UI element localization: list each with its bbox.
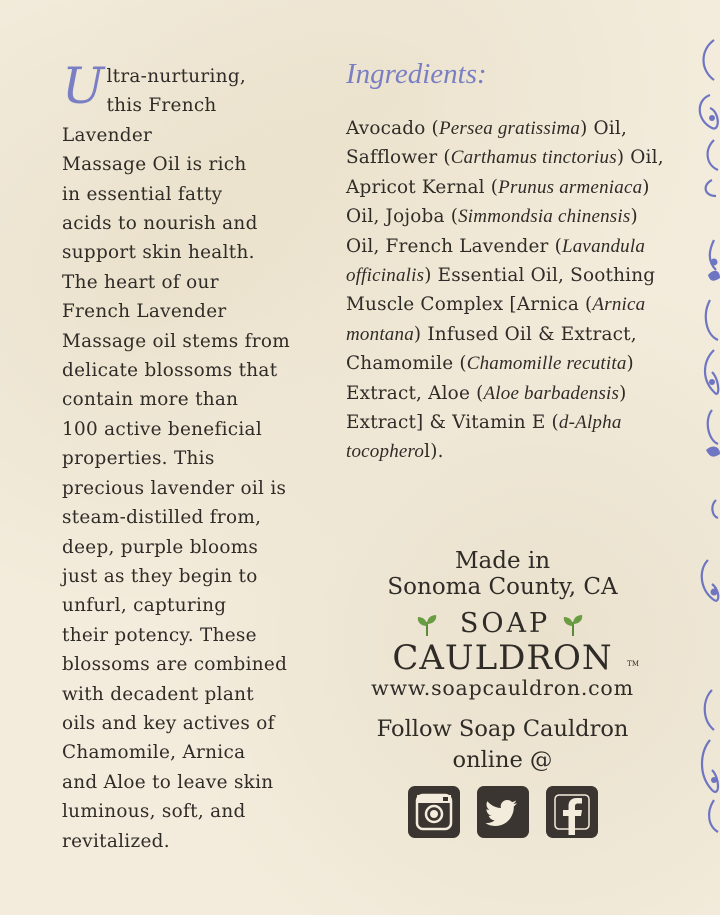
description-line: revitalized. [62, 830, 170, 852]
description-text [62, 57, 312, 856]
description-line: Chamomile, Arnica [62, 742, 246, 764]
description-line: Massage oil stems from [62, 330, 290, 352]
logo-word-cauldron: CAULDRON [392, 638, 613, 678]
description-line: delicate blossoms that [62, 360, 278, 382]
description-line: this French Lavender [62, 95, 217, 146]
floral-border-decoration [684, 0, 720, 915]
description-line: precious lavender oil is [62, 477, 287, 499]
botanical-name: Persea gratissima [438, 118, 581, 139]
description-line: contain more than [62, 389, 239, 411]
botanical-name: d-Alpha tocophero [346, 412, 622, 463]
ingredient-text: ) Essential Oil, Soothing Muscle Complex [Arnica ( [346, 265, 656, 316]
description-line: steam-distilled from, [62, 507, 262, 529]
botanical-name: Carthamus tinctorius [450, 147, 617, 169]
ingredient-text: ) Extract] & Vitamin E ( [346, 382, 627, 434]
description-line: in essential fatty [62, 183, 223, 205]
description-line: 100 active beneficial [62, 418, 263, 440]
made-in-line: Made in [454, 548, 551, 574]
product-description [62, 57, 312, 856]
ingredients-heading: Ingredients: [346, 58, 487, 90]
botanical-name: Chamomille recutita [466, 353, 627, 375]
twitter-icon[interactable] [477, 786, 529, 838]
location-line: Sonoma County, CA [387, 574, 618, 600]
description-line: acids to nourish and [62, 213, 258, 235]
soap-cauldron-logo [370, 608, 639, 678]
instagram-icon[interactable] [408, 786, 460, 838]
description-line: unfurl, capturing [62, 595, 227, 617]
ingredients-list [346, 114, 664, 467]
website-link[interactable]: www.soapcauldron.com [371, 676, 634, 700]
ingredient-text: Avocado ( [346, 118, 439, 139]
follow-line: Follow Soap Cauldron [376, 716, 629, 742]
drop-cap-letter: U [62, 57, 105, 115]
description-line: properties. This [62, 448, 215, 470]
ingredient-text: ) Oil, French Lavender ( [346, 206, 638, 257]
facebook-icon[interactable] [546, 786, 598, 838]
ingredient-text: ) Oil, Apricot Kernal ( [346, 147, 664, 198]
trademark-symbol: TM [627, 660, 639, 668]
ingredient-text: ) Oil, Safflower ( [346, 118, 628, 169]
ingredient-text: ) Oil, Jojoba ( [346, 176, 650, 228]
botanical-name: Simmondsia chinensis [458, 206, 631, 228]
ingredient-text: ) Infused Oil & Extract, Chamomile ( [346, 323, 637, 375]
description-line: and Aloe to leave skin [62, 771, 274, 793]
ingredient-text: ) Extract, Aloe ( [346, 353, 634, 404]
description-line: their potency. These [62, 624, 257, 646]
description-line: support skin health. [62, 242, 255, 264]
description-line: deep, purple blooms [62, 536, 259, 558]
logo-word-soap: SOAP [459, 608, 551, 639]
botanical-name: Aloe barbadensis [483, 382, 620, 404]
description-line: with decadent plant [62, 683, 254, 705]
description-line: The heart of our [62, 271, 219, 293]
online-line: online @ [452, 747, 553, 773]
botanical-name: Prunus armeniaca [498, 176, 643, 198]
description-line: Massage Oil is rich [62, 154, 247, 176]
ingredient-text: l). [424, 441, 444, 463]
botanical-name: Arnica montana [346, 294, 646, 345]
description-line: luminous, soft, and [62, 801, 246, 823]
leaf-sprig-icon [560, 612, 586, 638]
origin-statement [345, 548, 660, 600]
description-line: ltra-nurturing, [106, 66, 247, 87]
description-line: just as they begin to [62, 565, 258, 587]
social-links [408, 786, 598, 838]
description-line: oils and key actives of [62, 712, 275, 734]
description-line: French Lavender [62, 301, 227, 323]
botanical-name: Lavandula officinalis [346, 235, 646, 287]
follow-prompt [345, 714, 660, 776]
description-line: blossoms are combined [62, 654, 288, 676]
